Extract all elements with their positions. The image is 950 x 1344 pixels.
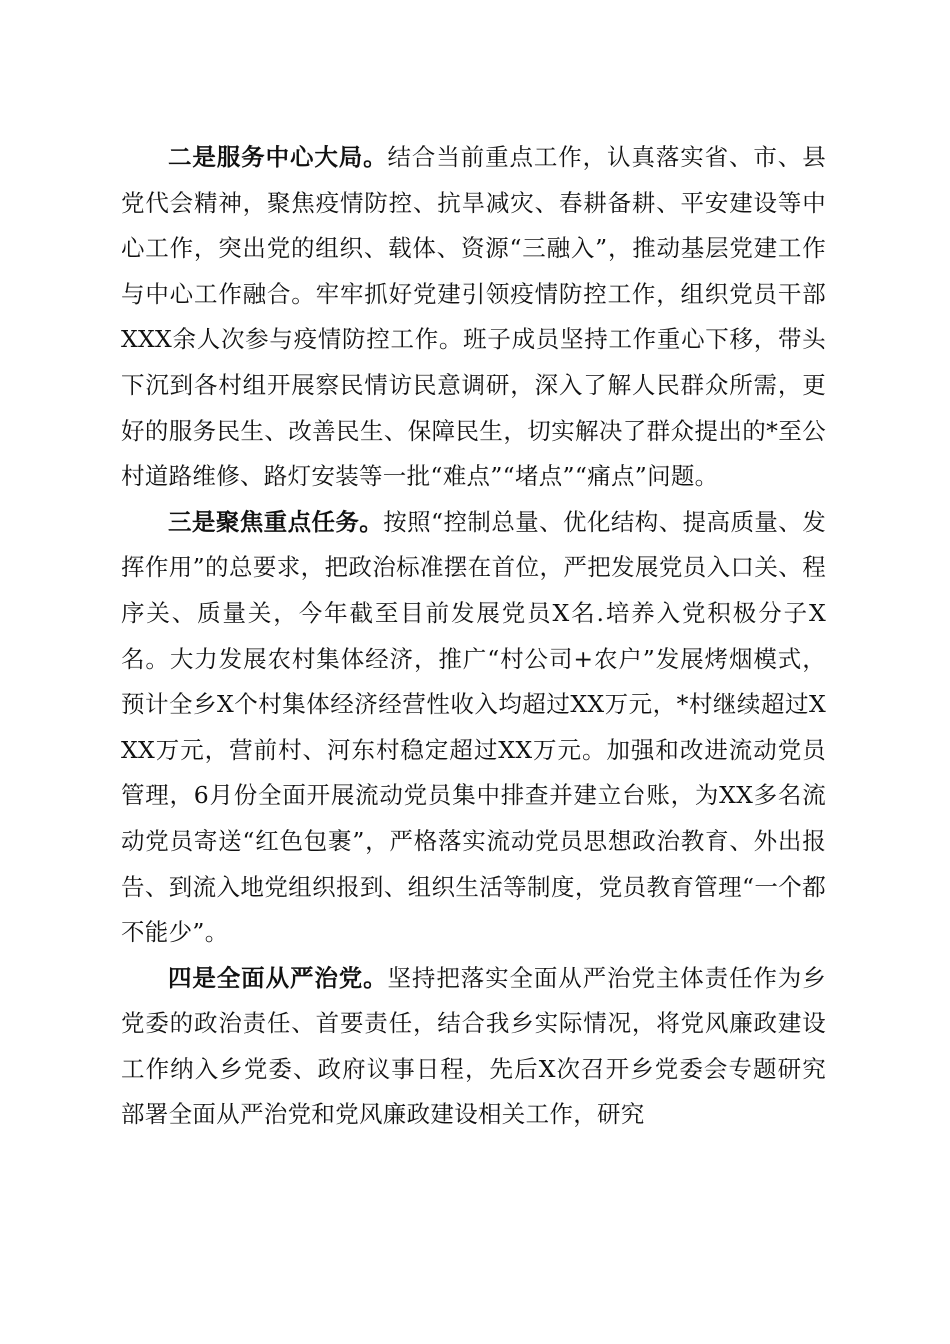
paragraph-body: 按照“控制总量、优化结构、提高质量、发挥作用”的总要求，把政治标准摆在首位，严把发展党员入口关、程序关、质量关，今年截至目前发展党员X名.培养入党积极分子X名。大力发展农村集体经济，推广“村公司+农户”发展烤烟模式，预计全乡X个村集体经济经营性收入均超过XX万元，*村继续超过XXX万元，营前村、河东村稳定超过XX万元。加强和改进流动党员管理，6月份全面开展流动党员集中排查并建立台账，为XX多名流动党员寄送“红色包裹”，严格落实流动党员思想政治教育、外出报告、到流入地党组织报到、组织生活等制度，党员教育管理“一个都不能少”。 xyxy=(121,507,826,947)
document-page xyxy=(121,135,826,1138)
paragraph-service-center xyxy=(121,135,826,500)
paragraph-strict-governance xyxy=(121,956,826,1138)
paragraph-body: 结合当前重点工作，认真落实省、市、县党代会精神，聚焦疫情防控、抗旱减灾、春耕备耕、平安建设等中心工作，突出党的组织、载体、资源“三融入”，推动基层党建工作与中心工作融合。牢牢抓好党建引领疫情防控工作，组织党员干部XXX余人次参与疫情防控工作。班子成员坚持工作重心下移，带头下沉到各村组开展察民情访民意调研，深入了解人民群众所需，更好的服务民生、改善民生、保障民生，切实解决了群众提出的*至公村道路维修、路灯安装等一批“难点”“堵点”“痛点”问题。 xyxy=(121,143,826,491)
paragraph-lead: 四是全面从严治党。 xyxy=(168,963,388,992)
paragraph-lead: 三是聚焦重点任务。 xyxy=(168,507,384,536)
paragraph-lead: 二是服务中心大局。 xyxy=(168,143,388,171)
paragraph-body: 坚持把落实全面从严治党主体责任作为乡党委的政治责任、首要责任，结合我乡实际情况，将党风廉政建设工作纳入乡党委、政府议事日程，先后X次召开乡党委会专题研究部署全面从严治党和党风廉政建设相关工作，研究 xyxy=(121,963,826,1129)
paragraph-key-tasks xyxy=(121,500,826,956)
